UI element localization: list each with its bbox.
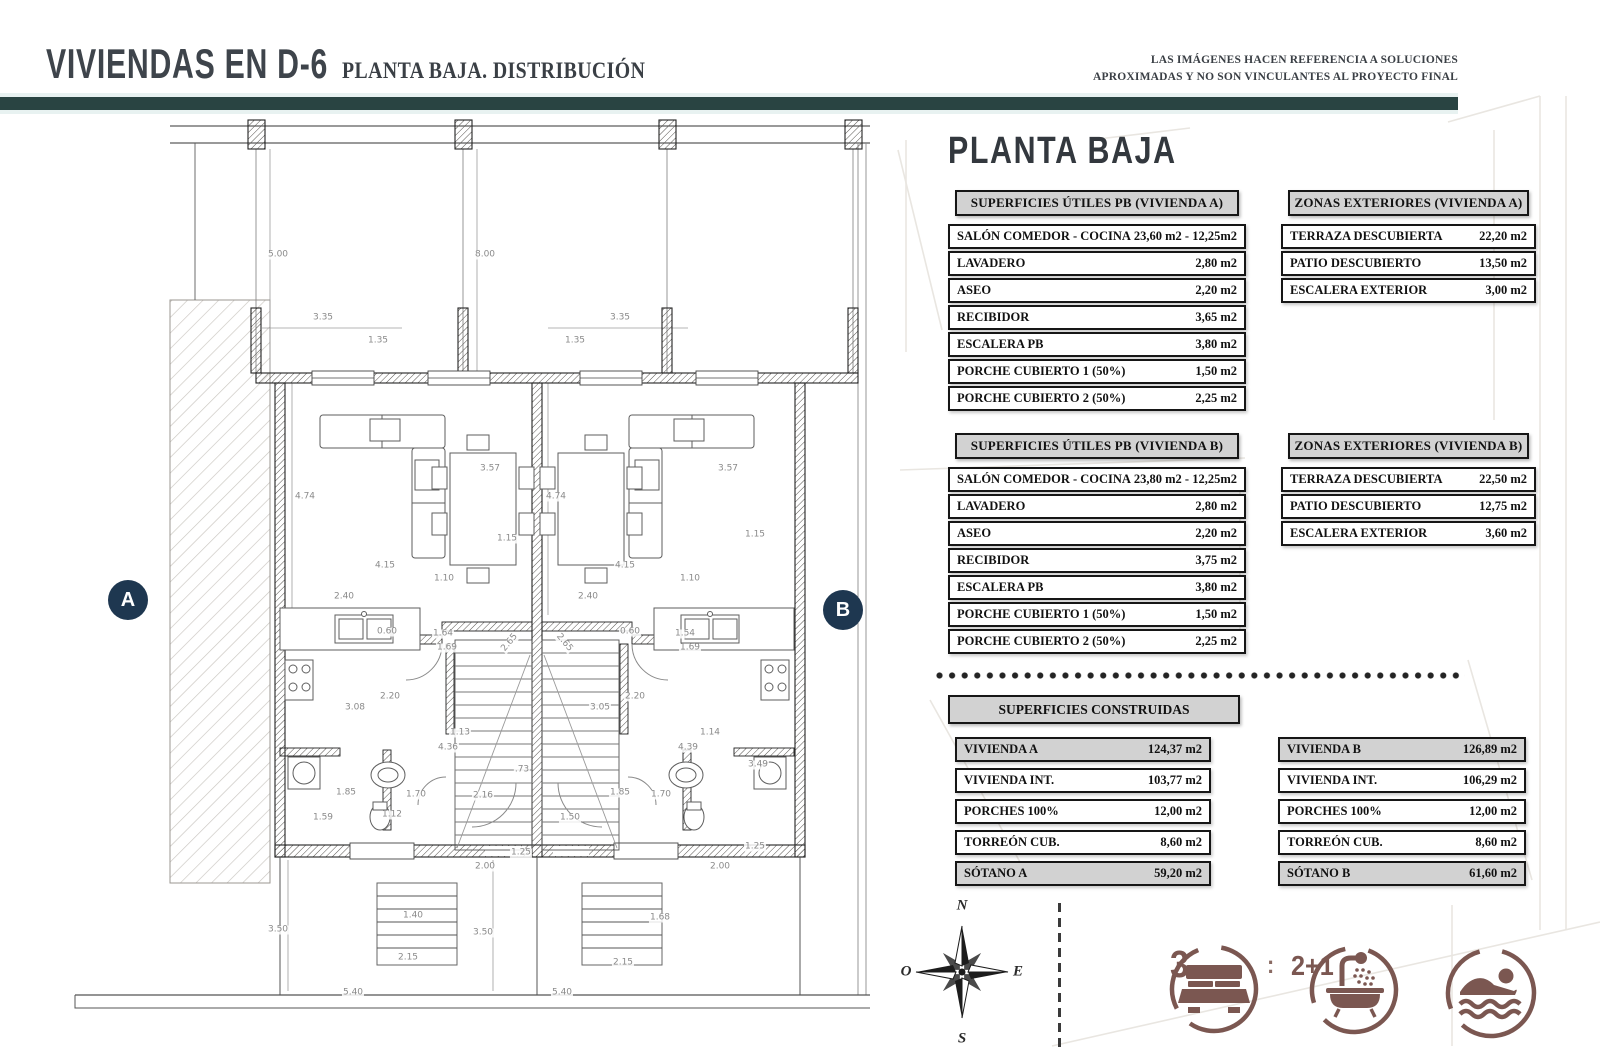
dimension-label: 1.69: [436, 642, 458, 653]
compass-south-label: S: [957, 1030, 967, 1047]
row-value: 12,00 m2: [1154, 804, 1202, 818]
dimension-label: 2.65: [499, 631, 520, 654]
table-title: ZONAS EXTERIORES (VIVIENDA B): [1288, 433, 1529, 459]
dimension-label: 2.20: [379, 691, 401, 702]
row-label: PATIO DESCUBIERTO: [1290, 499, 1422, 513]
dimension-label: 4.74: [294, 491, 316, 502]
row-label: ESCALERA EXTERIOR: [1290, 283, 1428, 297]
dimension-label: 4.15: [374, 560, 396, 571]
table-rows: [948, 224, 1246, 411]
row-value: 12,75 m2: [1479, 499, 1527, 513]
dimension-label: 2.20: [624, 691, 646, 702]
dimension-label: 2.00: [474, 861, 496, 872]
row-value: 3,80 m2: [1195, 580, 1237, 594]
row-label: PORCHE CUBIERTO 1 (50%): [957, 607, 1126, 621]
compass-north-label: N: [956, 897, 968, 914]
row-label: VIVIENDA INT.: [964, 773, 1055, 787]
dimension-label: 1.15: [496, 533, 518, 544]
table-row: [948, 332, 1246, 357]
panel-heading: PLANTA BAJA: [948, 130, 1177, 172]
swimming-pool-icon: [1444, 946, 1538, 1040]
row-value: 8,60 m2: [1475, 835, 1517, 849]
row-label: ESCALERA PB: [957, 580, 1044, 594]
row-value: 22,50 m2: [1479, 472, 1527, 486]
row-value: 3,75 m2: [1195, 553, 1237, 567]
table-row: [1281, 251, 1536, 276]
table-rows: [948, 467, 1246, 654]
row-label: LAVADERO: [957, 499, 1026, 513]
table-row: [1278, 861, 1526, 886]
table-row: [1281, 467, 1536, 492]
dimension-label: 1.70: [650, 789, 672, 800]
row-value: 1,50 m2: [1195, 364, 1237, 378]
table-row: [948, 251, 1246, 276]
row-label: VIVIENDA B: [1287, 742, 1361, 756]
row-label: SÓTANO A: [964, 866, 1028, 880]
row-label: TORREÓN CUB.: [964, 835, 1060, 849]
dimension-label: 5.00: [267, 249, 289, 260]
dimension-label: 1.25: [744, 841, 766, 852]
table-row: [948, 467, 1246, 492]
table-row: [955, 768, 1211, 793]
row-value: 2,25 m2: [1195, 634, 1237, 648]
dimension-label: 1.14: [699, 727, 721, 738]
bathrooms-count: 2+1: [1291, 950, 1334, 981]
unit-a-badge: [108, 580, 148, 620]
dimension-label: 3.57: [717, 463, 739, 474]
table-rows: [955, 737, 1211, 886]
table-row: [955, 737, 1211, 762]
table-superficies-utiles-b: [948, 433, 1246, 654]
dimension-label: 2.00: [709, 861, 731, 872]
table-zonas-exteriores-a: [1281, 190, 1536, 303]
dimension-label: 1.50: [559, 812, 581, 823]
dimension-label: 1.12: [381, 809, 403, 820]
row-label: TORREÓN CUB.: [1287, 835, 1383, 849]
compass-star-icon: [900, 898, 1024, 1048]
row-label: ASEO: [957, 283, 992, 297]
row-value: 3,65 m2: [1195, 310, 1237, 324]
row-value: 8,60 m2: [1160, 835, 1202, 849]
row-value: 3,80 m2: [1195, 337, 1237, 351]
row-label: SALÓN COMEDOR - COCINA: [957, 229, 1131, 243]
row-label: RECIBIDOR: [957, 310, 1030, 324]
dimension-label: 8.00: [474, 249, 496, 260]
dimension-label: 3.49: [747, 759, 769, 770]
row-value: 124,37 m2: [1147, 742, 1202, 756]
row-label: VIVIENDA A: [964, 742, 1038, 756]
dimension-label: 1.70: [405, 789, 427, 800]
row-label: PORCHE CUBIERTO 1 (50%): [957, 364, 1126, 378]
row-value: 2,20 m2: [1195, 526, 1237, 540]
dimension-label: 2.40: [577, 591, 599, 602]
row-value: 23,80 m2 - 12,25m2: [1133, 472, 1237, 486]
dimension-label: 4.15: [614, 560, 636, 571]
table-row: [948, 629, 1246, 654]
dimension-label: 1.13: [449, 727, 471, 738]
construidas-column-b: [1278, 737, 1526, 886]
table-row: [1278, 737, 1526, 762]
dimension-label: 1.10: [679, 573, 701, 584]
dimension-label: 1.54: [674, 628, 696, 639]
vertical-dashed-divider: [1058, 903, 1061, 1048]
row-label: RECIBIDOR: [957, 553, 1030, 567]
dimension-label: 1.69: [679, 642, 701, 653]
table-row: [948, 386, 1246, 411]
row-value: 23,60 m2 - 12,25m2: [1133, 229, 1237, 243]
table-zonas-exteriores-b: [1281, 433, 1536, 546]
dimension-label: 0.60: [619, 626, 641, 637]
table-row: [1281, 494, 1536, 519]
dimension-label: 2.40: [333, 591, 355, 602]
row-label: ESCALERA EXTERIOR: [1290, 526, 1428, 540]
bedrooms-count: 3: [1170, 944, 1190, 986]
table-row: [1278, 768, 1526, 793]
table-title: ZONAS EXTERIORES (VIVIENDA A): [1288, 190, 1529, 216]
dimension-label: 5.40: [551, 987, 573, 998]
table-row: [948, 494, 1246, 519]
table-row: [948, 278, 1246, 303]
row-label: VIVIENDA INT.: [1287, 773, 1378, 787]
table-row: [1278, 830, 1526, 855]
disclaimer-line-2: APROXIMADAS Y NO SON VINCULANTES AL PROYECTO FINAL: [1093, 70, 1458, 83]
dimension-label: 1.64: [432, 628, 454, 639]
row-label: PORCHE CUBIERTO 2 (50%): [957, 391, 1126, 405]
table-rows: [1281, 467, 1536, 546]
dimension-label: 1.40: [402, 910, 424, 921]
unit-b-badge: [823, 590, 863, 630]
row-label: PORCHE CUBIERTO 2 (50%): [957, 634, 1126, 648]
table-row: [948, 359, 1246, 384]
table-row: [1281, 278, 1536, 303]
table-row: [948, 305, 1246, 330]
dimension-label: 3.57: [479, 463, 501, 474]
table-superficies-construidas-title: SUPERFICIES CONSTRUIDAS: [948, 695, 1240, 724]
dimension-label: 3.08: [344, 702, 366, 713]
disclaimer-line-1: LAS IMÁGENES HACEN REFERENCIA A SOLUCIONES: [1150, 54, 1458, 66]
dimension-label: 5.40: [342, 987, 364, 998]
dimension-label: 2.16: [472, 790, 494, 801]
dimension-label: 1.35: [367, 335, 389, 346]
table-row: [955, 830, 1211, 855]
row-label: PORCHES 100%: [1287, 804, 1382, 818]
dimension-label: 1.15: [744, 529, 766, 540]
dimension-labels: [30, 115, 880, 1048]
dimension-label: 3.35: [609, 312, 631, 323]
row-label: SALÓN COMEDOR - COCINA: [957, 472, 1131, 486]
table-row: [955, 861, 1211, 886]
table-row: [948, 602, 1246, 627]
dimension-label: 3.35: [312, 312, 334, 323]
table-superficies-utiles-a: [948, 190, 1246, 411]
row-label: ASEO: [957, 526, 992, 540]
row-value: 2,25 m2: [1195, 391, 1237, 405]
row-value: 2,20 m2: [1195, 283, 1237, 297]
dimension-label: 4.36: [437, 742, 459, 753]
table-row: [1278, 799, 1526, 824]
table-rows: [1281, 224, 1536, 303]
page-subtitle: PLANTA BAJA. DISTRIBUCIÓN: [342, 58, 646, 83]
floor-plan: [30, 115, 880, 1048]
table-row: [948, 575, 1246, 600]
table-title: SUPERFICIES ÚTILES PB (VIVIENDA A): [955, 190, 1239, 216]
table-row: [1281, 224, 1536, 249]
row-label: LAVADERO: [957, 256, 1026, 270]
row-label: SÓTANO B: [1287, 866, 1351, 880]
unit-b-label: B: [835, 598, 851, 621]
row-label: PORCHES 100%: [964, 804, 1059, 818]
row-value: 106,29 m2: [1462, 773, 1517, 787]
header-rule-bar: [0, 97, 1458, 110]
table-row: [1281, 521, 1536, 546]
row-label: TERRAZA DESCUBIERTA: [1290, 229, 1443, 243]
dimension-label: 2.65: [554, 631, 575, 654]
row-value: 1,50 m2: [1195, 607, 1237, 621]
page-title: VIVIENDAS EN D-6: [46, 40, 329, 87]
dimension-label: 3.50: [267, 924, 289, 935]
table-rows: [1278, 737, 1526, 886]
table-row: [955, 799, 1211, 824]
compass-rose: [900, 898, 1024, 1048]
dimension-label: 4.39: [677, 742, 699, 753]
dimension-label: 1.85: [335, 787, 357, 798]
compass-west-label: O: [900, 963, 912, 980]
dimension-label: 1.10: [433, 573, 455, 584]
dimension-label: 1.59: [312, 812, 334, 823]
row-value: 103,77 m2: [1147, 773, 1202, 787]
row-value: 13,50 m2: [1479, 256, 1527, 270]
row-label: TERRAZA DESCUBIERTA: [1290, 472, 1443, 486]
dimension-label: 4.74: [545, 491, 567, 502]
dimension-label: 2.15: [612, 957, 634, 968]
table-row: [948, 548, 1246, 573]
table-row: [948, 224, 1246, 249]
construidas-column-a: [955, 737, 1211, 886]
table-title: SUPERFICIES ÚTILES PB (VIVIENDA B): [955, 433, 1239, 459]
row-value: 12,00 m2: [1469, 804, 1517, 818]
disclaimer-text: [978, 52, 1458, 85]
row-value: 3,60 m2: [1485, 526, 1527, 540]
row-value: 59,20 m2: [1154, 866, 1202, 880]
dimension-label: .73: [514, 764, 530, 775]
row-value: 2,80 m2: [1195, 256, 1237, 270]
row-value: 2,80 m2: [1195, 499, 1237, 513]
dotted-divider: [935, 671, 1465, 680]
row-value: 3,00 m2: [1485, 283, 1527, 297]
dimension-label: 1.85: [609, 787, 631, 798]
row-value: 61,60 m2: [1469, 866, 1517, 880]
dimension-label: 2.15: [397, 952, 419, 963]
compass-east-label: E: [1012, 963, 1024, 980]
dimension-label: 1.68: [649, 912, 671, 923]
row-label: PATIO DESCUBIERTO: [1290, 256, 1422, 270]
row-value: 22,20 m2: [1479, 229, 1527, 243]
features-separator: :: [1267, 952, 1275, 979]
dimension-label: 3.50: [472, 927, 494, 938]
dimension-label: 1.25: [510, 847, 532, 858]
dimension-label: 3.05: [589, 702, 611, 713]
row-value: 126,89 m2: [1462, 742, 1517, 756]
row-label: ESCALERA PB: [957, 337, 1044, 351]
unit-a-label: A: [120, 588, 136, 611]
table-row: [948, 521, 1246, 546]
dimension-label: 1.35: [564, 335, 586, 346]
dimension-label: 0.60: [376, 626, 398, 637]
